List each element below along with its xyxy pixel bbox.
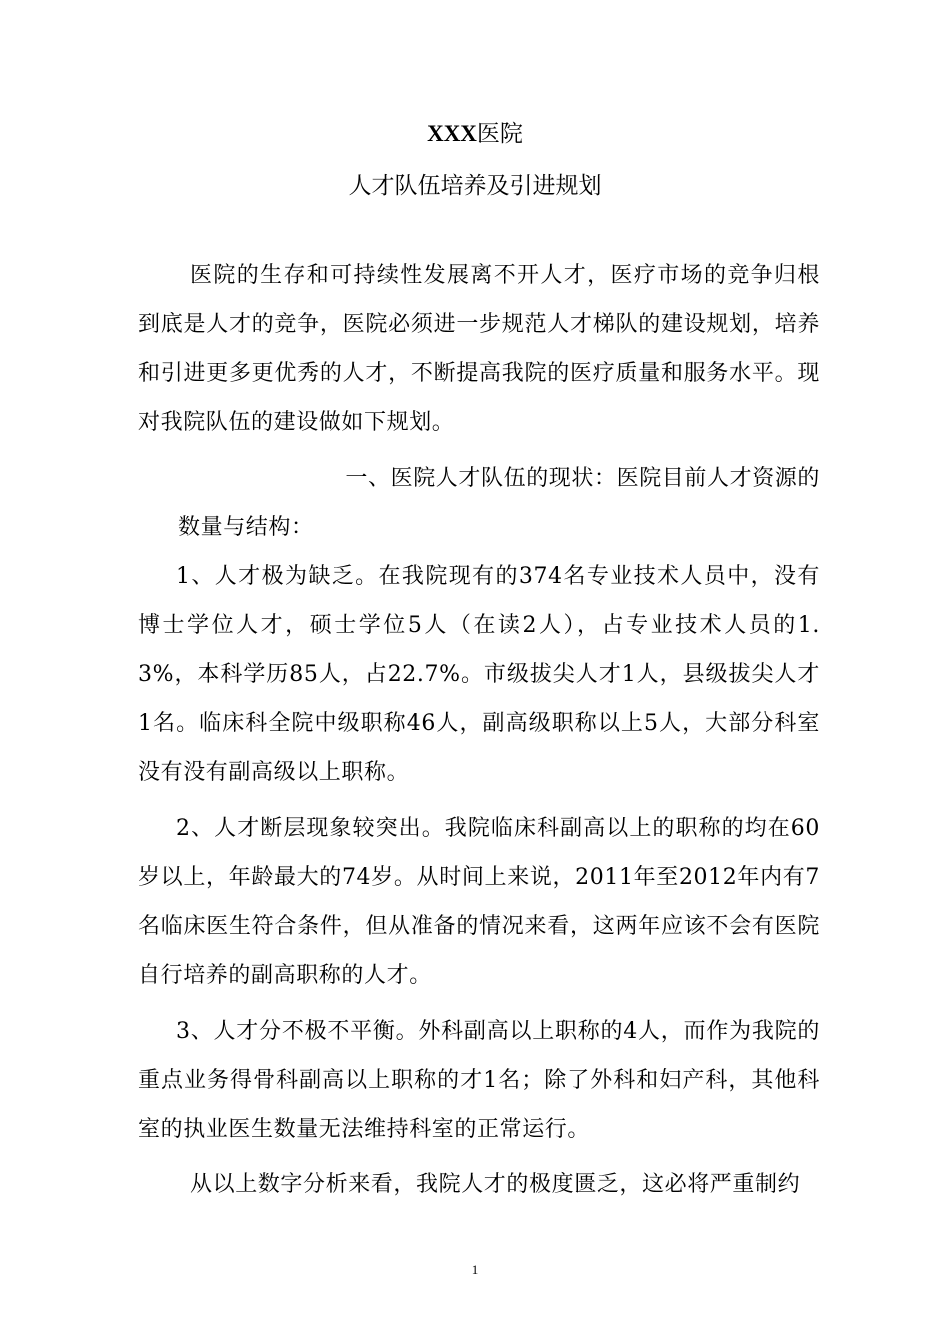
- item-3-paragraph: 3、人才分不极不平衡。外科副高以上职称的4人，而作为我院的重点业务得骨科副高以上职称的才1名；除了外科和妇产科，其他科室的执业医生数量无法维持科室的正常运行。: [138, 1019, 820, 1142]
- section-heading-line1: 一、医院人才队伍的现状：医院目前人才资源的: [345, 466, 820, 491]
- document-title: [0, 118, 950, 150]
- item-1-paragraph: 1、人才极为缺乏。在我院现有的374名专业技术人员中，没有博士学位人才，硕士学位5人（在读2人），占专业技术人员的1.3%，本科学历85人，占22.7%。市级拔尖人才1人，县级拔尖人才1名。临床科全院中级职称46人，副高级职称以上5人，大部分科室没有没有副高级以上职称。: [138, 564, 820, 785]
- document-subtitle: 人才队伍培养及引进规划: [348, 173, 602, 199]
- item-2-paragraph: 2、人才断层现象较突出。我院临床科副高以上的职称的均在60岁以上，年龄最大的74岁。从时间上来说，2011年至2012年内有7名临床医生符合条件，但从准备的情况来看，这两年应该不会有医院自行培养的副高职称的人才。: [138, 816, 820, 988]
- document-title-cn: 医院: [476, 121, 523, 147]
- document-title-latin: XXX: [427, 121, 477, 146]
- section-heading-line2: 数量与结构：: [178, 515, 314, 540]
- conclusion-paragraph: 从以上数字分析来看，我院人才的极度匮乏，这必将严重制约: [190, 1172, 801, 1197]
- intro-paragraph: 医院的生存和可持续性发展离不开人才，医疗市场的竞争归根到底是人才的竞争，医院必须进一步规范人才梯队的建设规划，培养和引进更多更优秀的人才，不断提高我院的医疗质量和服务水平。现对我院队伍的建设做如下规划。: [138, 263, 820, 435]
- page-number: 1: [471, 1262, 479, 1277]
